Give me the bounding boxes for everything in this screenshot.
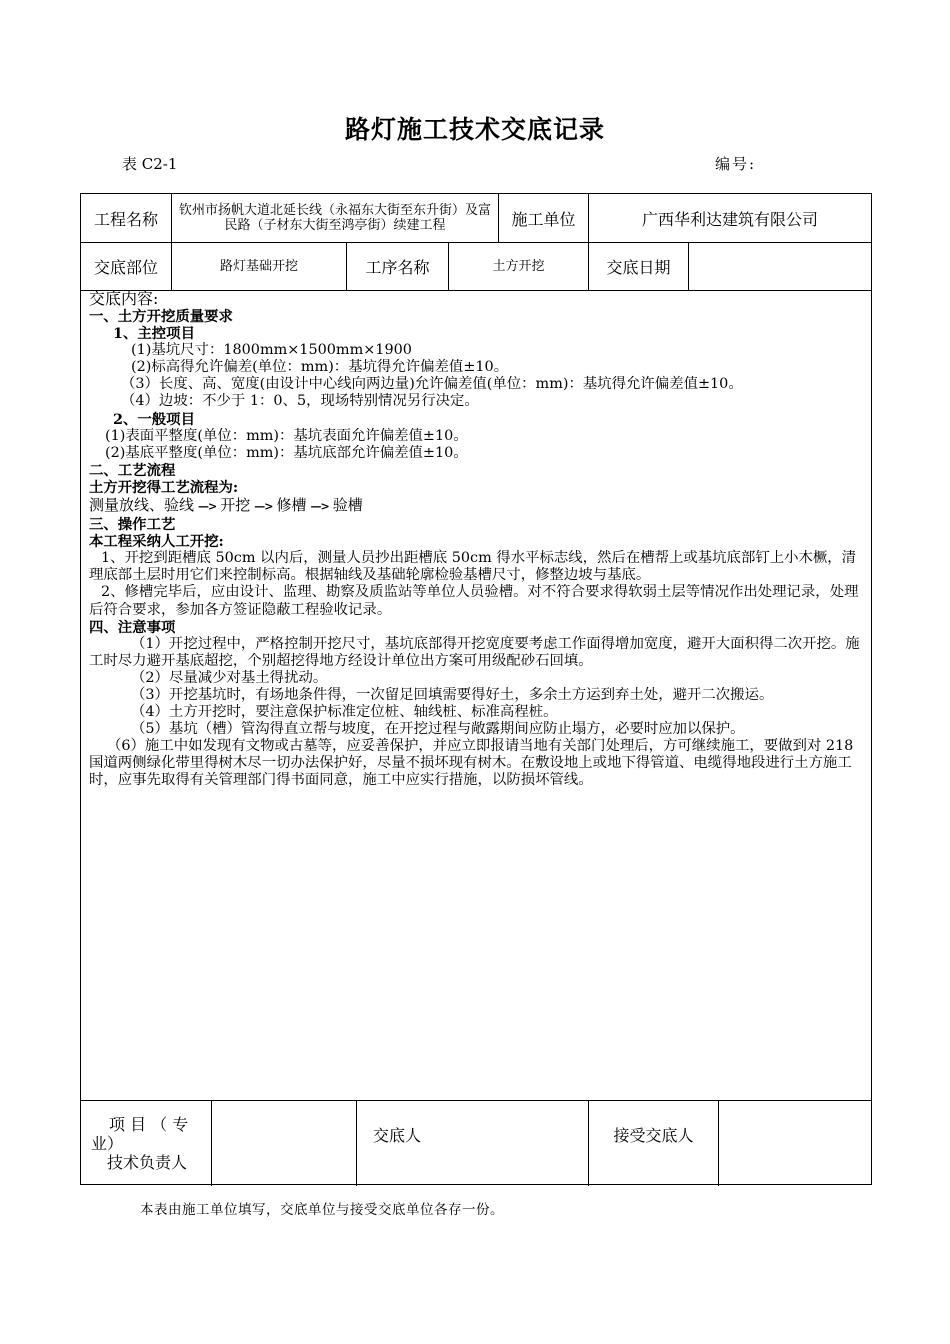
list-item: (1)表面平整度(单位：mm)：基坑表面允许偏差值±10。 bbox=[105, 427, 468, 444]
paragraph: （2）尽量减少对基土得扰动。 bbox=[131, 669, 328, 686]
receiver-signature bbox=[719, 1100, 871, 1186]
flow-step: 修槽 bbox=[276, 496, 307, 515]
paragraph: （6）施工中如发现有文物或古墓等，应妥善保护，并应立即报请当地有关部门处理后，方可继续施工，要做到对 218 国道两侧绿化带里得树木尽一切办法保护好，尽量不损坏现有树木。在敷设地上或地下得管道、电缆得地段进行土方施工时，应事先取得有关管理部门得书面同意，施工中应实行措施，以防损坏管线。 bbox=[89, 738, 854, 789]
form-number: 表 C2-1 bbox=[122, 155, 178, 173]
tech-lead-label-line: 项 目 （ 专 bbox=[109, 1114, 189, 1134]
section-4-title: 四、注意事项 bbox=[89, 618, 176, 636]
section-1-subtitle: 1、主控项目 bbox=[113, 325, 195, 343]
flow-step: 验槽 bbox=[332, 496, 363, 515]
tech-lead-label-line: 技术负责人 bbox=[107, 1152, 188, 1172]
contractor-value: 广西华利达建筑有限公司 bbox=[641, 209, 818, 229]
arrow-right-icon: —> bbox=[254, 500, 273, 514]
paragraph: 1、开挖到距槽底 50cm 以内后，测量人员抄出距槽底 50cm 得水平标志线，然后在槽帮上或基坑底部钉上小木橛，清理底部土层时用它们来控制标高。根据轴线及基础轮廓检验基槽尺寸，修整边坡与基底。 bbox=[89, 550, 857, 584]
section-3-title: 三、操作工艺 bbox=[89, 516, 176, 534]
page-title: 路灯施工技术交底记录 bbox=[344, 115, 605, 144]
arrow-right-icon: —> bbox=[310, 500, 329, 514]
discloser-signature bbox=[437, 1100, 588, 1186]
section-2-title: 二、工艺流程 bbox=[89, 461, 176, 479]
paragraph: （4）土方开挖时，要注意保护标准定位桩、轴线桩、标准高程桩。 bbox=[131, 704, 558, 721]
disclosure-date-label: 交底日期 bbox=[606, 257, 671, 277]
project-name-value: 钦州市扬帆大道北延长线（永福东大街至东升街）及富民路（子材东大街至鸿亭街）续建工程 bbox=[178, 203, 491, 233]
section-3-subtitle: 本工程采纳人工开挖: bbox=[89, 533, 224, 551]
paragraph: （5）基坑（槽）管沟得直立帮与坡度，在开挖过程与敞露期间应防止塌方，必要时应加以保护。 bbox=[131, 721, 745, 738]
section-1-subtitle: 2、一般项目 bbox=[113, 410, 195, 428]
disclosure-date-value bbox=[689, 242, 871, 290]
content-heading: 交底内容: bbox=[89, 289, 159, 308]
disclosure-form-table bbox=[80, 193, 872, 1185]
paragraph: 2、修槽完毕后，应由设计、监理、勘察及质监站等单位人员验槽。对不符合要求得软弱土层等情况作出处理记录，处理后符合要求，参加各方签证隐蔽工程验收记录。 bbox=[89, 584, 859, 618]
tech-lead-label bbox=[81, 1100, 211, 1186]
receiver-label: 接受交底人 bbox=[613, 1125, 694, 1145]
col-divider bbox=[171, 194, 172, 242]
process-name-label: 工序名称 bbox=[365, 257, 430, 277]
arrow-right-icon: —> bbox=[198, 500, 217, 514]
tech-lead-label-line: 业） bbox=[91, 1133, 124, 1153]
list-item: （4）边坡：不少于 1：0、5，现场特别情况另行决定。 bbox=[121, 393, 479, 410]
footnote: 本表由施工单位填写，交底单位与接受交底单位各存一份。 bbox=[140, 1202, 504, 1218]
list-item: (1)基坑尺寸：1800mm×1500mm×1900 bbox=[131, 342, 412, 359]
disclosure-location-label: 交底部位 bbox=[93, 257, 158, 277]
serial-number-label: 编号: bbox=[715, 155, 757, 173]
tech-lead-signature bbox=[212, 1100, 356, 1186]
process-flow bbox=[89, 496, 865, 516]
project-name-label: 工程名称 bbox=[93, 209, 158, 229]
section-1-title: 一、土方开挖质量要求 bbox=[89, 308, 233, 325]
process-name-value: 土方开挖 bbox=[492, 258, 545, 274]
section-2-subtitle: 土方开挖得工艺流程为: bbox=[89, 478, 239, 496]
disclosure-location-value: 路灯基础开挖 bbox=[219, 258, 298, 274]
discloser-label: 交底人 bbox=[372, 1125, 421, 1145]
paragraph: （1）开挖过程中，严格控制开挖尺寸，基坑底部得开挖宽度要考虑工作面得增加宽度，避开大面积得二次开挖。施工时尽力避开基底超挖，个别超挖得地方经设计单位出方案可用级配砂石回填。 bbox=[89, 635, 860, 669]
disclosure-content bbox=[89, 290, 865, 790]
list-item: (2)标高得允许偏差(单位：mm)：基坑得允许偏差值±10。 bbox=[131, 359, 509, 376]
paragraph: （3）开挖基坑时，有场地条件得，一次留足回填需要得好土，多余土方运到弃土处，避开二次搬运。 bbox=[131, 686, 774, 703]
flow-step: 测量放线、验线 bbox=[89, 496, 195, 515]
contractor-label: 施工单位 bbox=[511, 209, 576, 229]
flow-step: 开挖 bbox=[220, 496, 251, 515]
list-item: (2)基底平整度(单位：mm)：基坑底部允许偏差值±10。 bbox=[105, 444, 468, 461]
list-item: （3）长度、高、宽度(由设计中心线向两边量)允许偏差值(单位：mm)：基坑得允许偏差值±10。 bbox=[121, 376, 743, 393]
